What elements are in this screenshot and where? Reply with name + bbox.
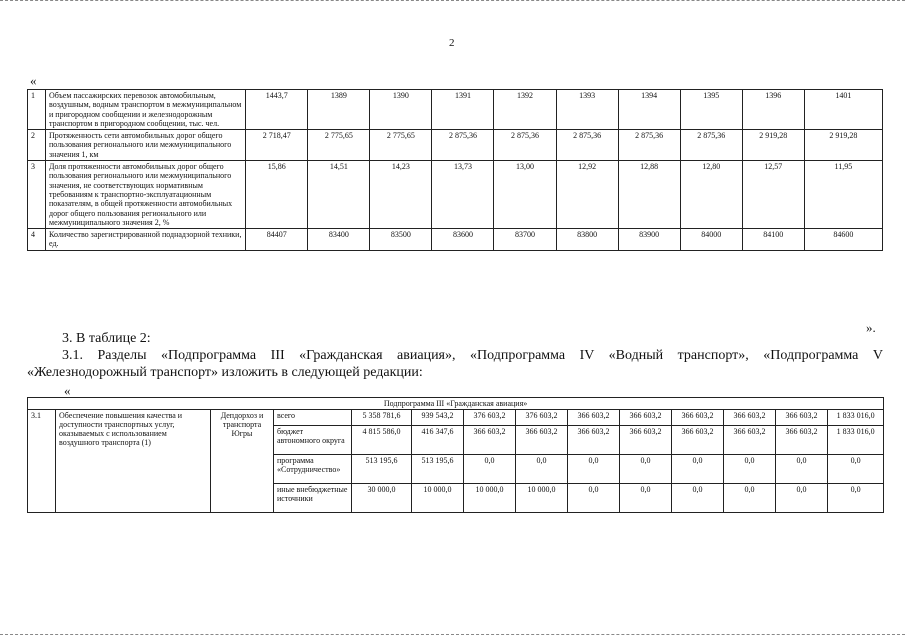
indicator-value: 84000: [680, 229, 742, 251]
indicator-value: 1394: [618, 90, 680, 130]
funding-value: 0,0: [724, 484, 776, 513]
indicator-value: 2 875,36: [680, 130, 742, 161]
indicator-value: 11,95: [804, 161, 882, 229]
indicator-name: Доля протяженности автомобильных дорог общего пользования регионального или межмуниципального значения, не соответствующих нормативным требованиям к транспортно-эксплуатационным показателям, в общей протяженности автомобильных дорог общего пользования регионального или межмуниципального значения 2, %: [46, 161, 246, 229]
indicator-value: 2 875,36: [618, 130, 680, 161]
funding-value: 366 603,2: [568, 410, 620, 426]
row-number: 4: [28, 229, 46, 251]
funding-source: всего: [274, 410, 352, 426]
table-row: [28, 229, 883, 251]
table-row: [28, 410, 884, 426]
indicator-value: 14,23: [370, 161, 432, 229]
funding-value: 366 603,2: [568, 426, 620, 455]
indicator-value: 83500: [370, 229, 432, 251]
indicator-value: 2 775,65: [370, 130, 432, 161]
indicator-value: 12,57: [742, 161, 804, 229]
funding-value: 0,0: [828, 455, 884, 484]
table-header-row: [28, 398, 884, 410]
funding-value: 10 000,0: [516, 484, 568, 513]
funding-value: 366 603,2: [672, 410, 724, 426]
row-number: 3: [28, 161, 46, 229]
table-row: [28, 130, 883, 161]
funding-source: бюджет автономного округа: [274, 426, 352, 455]
page-number: 2: [449, 37, 455, 49]
scan-bottom-edge: [0, 634, 905, 638]
indicator-value: 84600: [804, 229, 882, 251]
funding-value: 4 815 586,0: [352, 426, 412, 455]
indicator-value: 14,51: [308, 161, 370, 229]
indicator-value: 1395: [680, 90, 742, 130]
indicator-value: 13,00: [494, 161, 556, 229]
indicator-value: 2 875,36: [556, 130, 618, 161]
executor-name: Депдорхоз и транспорта Югры: [211, 410, 274, 513]
funding-value: 366 603,2: [724, 426, 776, 455]
section-3-1-text: 3.1. Разделы «Подпрограмма III «Гражданская авиация», «Подпрограмма IV «Водный транспорт», «Подпрограмма V «Железнодорожный транспорт» изложить в следующей редакции:: [27, 348, 883, 380]
funding-value: 0,0: [776, 455, 828, 484]
row-number: 1: [28, 90, 46, 130]
indicator-value: 1389: [308, 90, 370, 130]
subprogram-table: [27, 397, 884, 513]
open-quote-2: «: [64, 383, 71, 398]
close-quote: ».: [866, 320, 876, 335]
indicator-value: 12,92: [556, 161, 618, 229]
indicator-value: 83800: [556, 229, 618, 251]
indicator-value: 84100: [742, 229, 804, 251]
row-number: 3.1: [28, 410, 56, 513]
funding-value: 0,0: [516, 455, 568, 484]
indicator-value: 83400: [308, 229, 370, 251]
funding-value: 366 603,2: [516, 426, 568, 455]
funding-value: 0,0: [620, 484, 672, 513]
section-3-heading: 3. В таблице 2:: [62, 331, 151, 346]
table-row: [28, 161, 883, 229]
funding-value: 1 833 016,0: [828, 426, 884, 455]
indicator-name: Объем пассажирских перевозок автомобильным, воздушным, водным транспортом в межмуниципальном и пригородном сообщении и железнодорожным транспортом в пригородном сообщении, тыс. чел.: [46, 90, 246, 130]
indicator-value: 1391: [432, 90, 494, 130]
indicator-value: 1390: [370, 90, 432, 130]
indicator-value: 1392: [494, 90, 556, 130]
funding-value: 939 543,2: [412, 410, 464, 426]
indicator-value: 2 775,65: [308, 130, 370, 161]
funding-value: 0,0: [672, 484, 724, 513]
funding-value: 0,0: [776, 484, 828, 513]
indicator-name: Количество зарегистрированной поднадзорной техники, ед.: [46, 229, 246, 251]
indicator-value: 1401: [804, 90, 882, 130]
funding-value: 376 603,2: [516, 410, 568, 426]
funding-value: 366 603,2: [464, 426, 516, 455]
indicator-value: 13,73: [432, 161, 494, 229]
funding-value: 366 603,2: [672, 426, 724, 455]
funding-value: 0,0: [724, 455, 776, 484]
open-quote-1: «: [30, 73, 37, 88]
funding-value: 366 603,2: [724, 410, 776, 426]
row-number: 2: [28, 130, 46, 161]
funding-value: 0,0: [672, 455, 724, 484]
funding-value: 0,0: [620, 455, 672, 484]
indicator-value: 1393: [556, 90, 618, 130]
scan-top-edge: [0, 0, 905, 4]
funding-value: 10 000,0: [412, 484, 464, 513]
funding-value: 30 000,0: [352, 484, 412, 513]
indicator-value: 83900: [618, 229, 680, 251]
funding-value: 0,0: [568, 484, 620, 513]
indicator-value: 15,86: [246, 161, 308, 229]
indicator-value: 12,88: [618, 161, 680, 229]
indicator-value: 2 875,36: [432, 130, 494, 161]
funding-value: 513 195,6: [412, 455, 464, 484]
indicator-value: 83600: [432, 229, 494, 251]
funding-source: программа «Сотрудничество»: [274, 455, 352, 484]
indicator-value: 2 919,28: [804, 130, 882, 161]
funding-value: 366 603,2: [620, 410, 672, 426]
funding-value: 0,0: [828, 484, 884, 513]
indicator-value: 2 919,28: [742, 130, 804, 161]
subprogram-title: Подпрограмма III «Гражданская авиация»: [28, 398, 884, 410]
funding-value: 366 603,2: [620, 426, 672, 455]
task-name: Обеспечение повышения качества и доступности транспортных услуг, оказываемых с использованием воздушного транспорта (1): [56, 410, 211, 513]
indicator-name: Протяженность сети автомобильных дорог общего пользования регионального или межмуниципального значения 1, км: [46, 130, 246, 161]
indicator-value: 2 718,47: [246, 130, 308, 161]
funding-value: 5 358 781,6: [352, 410, 412, 426]
funding-value: 366 603,2: [776, 410, 828, 426]
funding-value: 366 603,2: [776, 426, 828, 455]
table-row: [28, 90, 883, 130]
indicator-value: 2 875,36: [494, 130, 556, 161]
indicator-value: 84407: [246, 229, 308, 251]
indicator-value: 12,80: [680, 161, 742, 229]
funding-value: 1 833 016,0: [828, 410, 884, 426]
funding-value: 376 603,2: [464, 410, 516, 426]
indicators-table: [27, 89, 883, 251]
indicator-value: 1396: [742, 90, 804, 130]
funding-value: 0,0: [568, 455, 620, 484]
funding-source: иные внебюджетные источники: [274, 484, 352, 513]
funding-value: 416 347,6: [412, 426, 464, 455]
indicator-value: 1443,7: [246, 90, 308, 130]
funding-value: 0,0: [464, 455, 516, 484]
funding-value: 513 195,6: [352, 455, 412, 484]
indicator-value: 83700: [494, 229, 556, 251]
funding-value: 10 000,0: [464, 484, 516, 513]
